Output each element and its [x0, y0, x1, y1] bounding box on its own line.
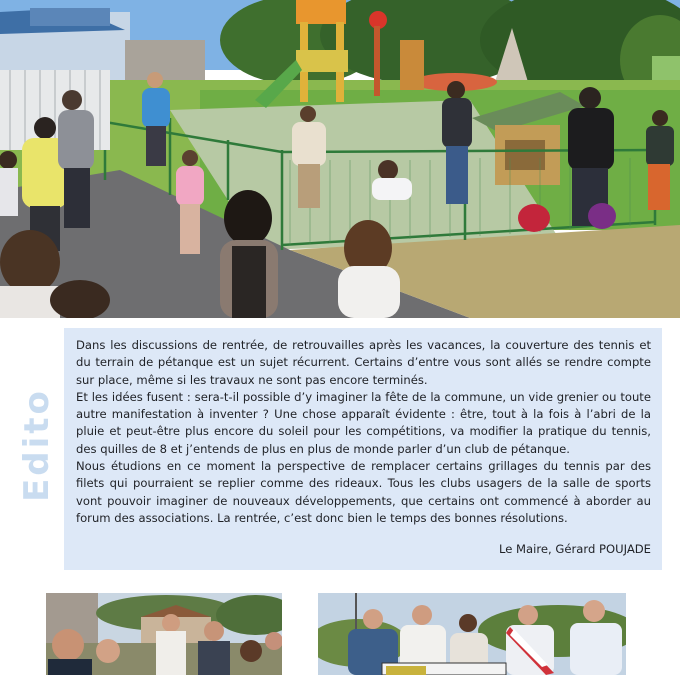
crowd-photo	[46, 593, 282, 675]
playground-photo	[0, 0, 680, 318]
edito-side-title-text: Edito	[17, 388, 57, 502]
edito-paragraph-2: Et les idées fusent : sera-t-il possible d’y imaginer la fête de la commune, un vide grenier ou toute autre manifestation à inventer ? Une chose apparaît évidente : être, tout à la fois à l’abri de la pluie et peut-être plus encore du soleil pour les compétitions, va modifier la pratique du tennis, des quilles de 8 et j’entends de plus en plus de monde parler d’un club de pétanque.	[76, 389, 651, 456]
edito-paragraph-3: Nous étudions en ce moment la perspective de remplacer certains grillages du tennis par des filets qui pourraient se replier comme des rideaux. Tous les clubs usagers de la salle de sports vont pouvoir imaginer de nouveaux développements, que certains ont commencé à aborder au forum des associations. La rentrée, c’est donc bien le temps des bonnes résolutions.	[76, 459, 651, 525]
edito-text-box	[64, 328, 662, 570]
edito-paragraph-1: Dans les discussions de rentrée, de retrouvailles après les vacances, la couverture des tennis et du terrain de pétanque est un sujet récurrent. Certains d’entre vous sont allés se rendre compte sur place, même si les travaux ne sont pas encore terminés.	[76, 338, 651, 387]
edito-side-title	[14, 330, 60, 560]
officials-photo	[318, 593, 626, 675]
mayor-signature: Le Maire, Gérard POUJADE	[498, 541, 651, 556]
